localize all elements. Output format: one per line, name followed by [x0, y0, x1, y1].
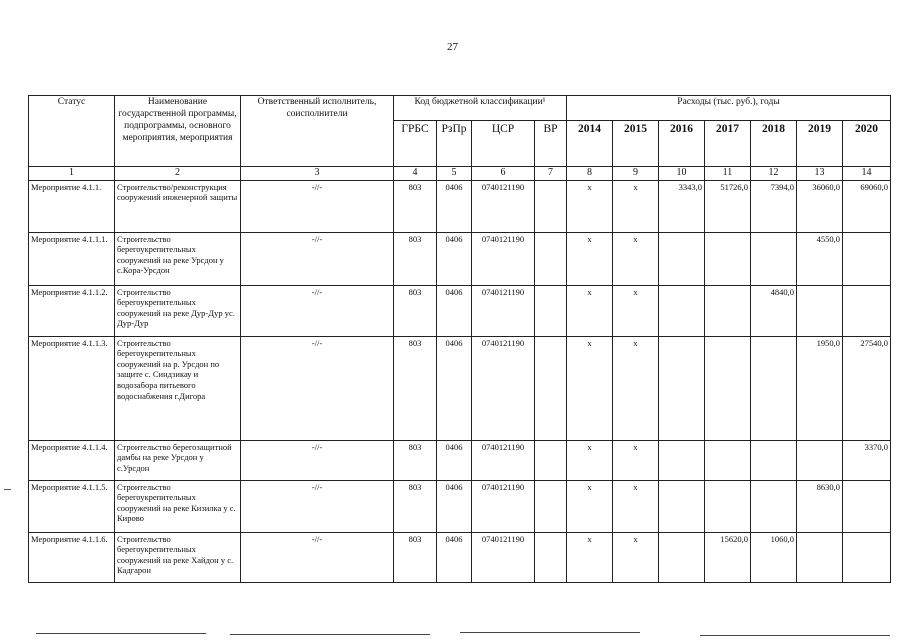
row-rzpr: 0406 — [437, 532, 472, 582]
row-executor: -//- — [241, 232, 394, 285]
row-2018: 7394,0 — [751, 180, 797, 232]
row-2018 — [751, 440, 797, 480]
column-number: 6 — [472, 167, 535, 181]
row-executor: -//- — [241, 336, 394, 440]
row-vr — [535, 336, 567, 440]
row-2020 — [843, 232, 891, 285]
row-2014: x — [567, 232, 613, 285]
row-rzpr: 0406 — [437, 232, 472, 285]
row-csr: 0740121190 — [472, 532, 535, 582]
header-code-grbs: ГРБС — [394, 121, 437, 167]
row-name: Строительство берегоукрепительных сооружений на р. Урсдон по защите с. Синдзикау и водозабора питьевого водоснабжения г.Дигора — [115, 336, 241, 440]
row-vr — [535, 232, 567, 285]
row-2019 — [797, 532, 843, 582]
row-rzpr: 0406 — [437, 285, 472, 336]
page-number: 27 — [447, 41, 458, 53]
table-row — [29, 336, 891, 440]
row-status: Мероприятие 4.1.1. — [29, 180, 115, 232]
row-2015: x — [613, 440, 659, 480]
header-code-vr: ВР — [535, 121, 567, 167]
header-code-rzpr: РзПр — [437, 121, 472, 167]
row-vr — [535, 180, 567, 232]
row-2017 — [705, 232, 751, 285]
row-2016 — [659, 285, 705, 336]
row-2015: x — [613, 285, 659, 336]
table-row — [29, 285, 891, 336]
column-number: 2 — [115, 167, 241, 181]
header-executor: Ответственный исполнитель, соисполнители — [241, 96, 394, 167]
column-number: 13 — [797, 167, 843, 181]
row-2018 — [751, 336, 797, 440]
row-2020: 69060,0 — [843, 180, 891, 232]
row-vr — [535, 480, 567, 532]
row-2019 — [797, 440, 843, 480]
row-status: Мероприятие 4.1.1.5. — [29, 480, 115, 532]
scan-line — [460, 632, 640, 633]
row-status: Мероприятие 4.1.1.1. — [29, 232, 115, 285]
row-2014: x — [567, 440, 613, 480]
row-grbs: 803 — [394, 440, 437, 480]
row-executor: -//- — [241, 532, 394, 582]
row-grbs: 803 — [394, 532, 437, 582]
header-status: Статус — [29, 96, 115, 167]
row-2020: 27540,0 — [843, 336, 891, 440]
row-name: Строительство берегоукрепительных сооружений на реке Дур-Дур ус. Дур-Дур — [115, 285, 241, 336]
row-name: Строительство берегоукрепительных сооружений на реке Кизилка у с. Кирово — [115, 480, 241, 532]
row-name: Строительство берегозащитной дамбы на реке Урсдон у с.Урсдон — [115, 440, 241, 480]
column-number: 8 — [567, 167, 613, 181]
row-status: Мероприятие 4.1.1.4. — [29, 440, 115, 480]
row-2017 — [705, 285, 751, 336]
row-2016 — [659, 336, 705, 440]
row-status: Мероприятие 4.1.1.6. — [29, 532, 115, 582]
row-name: Строительство берегоукрепительных сооружений на реке Хайдон у с. Кадгарон — [115, 532, 241, 582]
row-2014: x — [567, 480, 613, 532]
row-2017 — [705, 480, 751, 532]
column-number: 4 — [394, 167, 437, 181]
row-rzpr: 0406 — [437, 440, 472, 480]
row-vr — [535, 440, 567, 480]
row-2018 — [751, 480, 797, 532]
column-number: 10 — [659, 167, 705, 181]
row-2017 — [705, 440, 751, 480]
row-2016 — [659, 532, 705, 582]
row-rzpr: 0406 — [437, 180, 472, 232]
row-2017: 51726,0 — [705, 180, 751, 232]
scan-line — [36, 633, 206, 634]
row-2017 — [705, 336, 751, 440]
column-number: 11 — [705, 167, 751, 181]
scan-mark — [4, 489, 11, 490]
row-2016 — [659, 232, 705, 285]
column-number: 3 — [241, 167, 394, 181]
column-number: 14 — [843, 167, 891, 181]
header-year-2016: 2016 — [659, 121, 705, 167]
row-executor: -//- — [241, 480, 394, 532]
row-2016 — [659, 480, 705, 532]
row-2019: 4550,0 — [797, 232, 843, 285]
row-executor: -//- — [241, 440, 394, 480]
row-name: Строительство берегоукрепительных сооружений на реке Урсдон у с.Кора-Урсдон — [115, 232, 241, 285]
budget-table — [28, 95, 891, 583]
row-executor: -//- — [241, 285, 394, 336]
row-2020 — [843, 285, 891, 336]
row-grbs: 803 — [394, 336, 437, 440]
row-2015: x — [613, 180, 659, 232]
row-2020 — [843, 480, 891, 532]
table-row — [29, 532, 891, 582]
row-2019 — [797, 285, 843, 336]
row-vr — [535, 532, 567, 582]
row-2016: 3343,0 — [659, 180, 705, 232]
row-2019: 1950,0 — [797, 336, 843, 440]
table-row — [29, 440, 891, 480]
scan-line — [700, 635, 890, 636]
header-year-2015: 2015 — [613, 121, 659, 167]
row-csr: 0740121190 — [472, 480, 535, 532]
row-csr: 0740121190 — [472, 440, 535, 480]
header-year-2014: 2014 — [567, 121, 613, 167]
column-number: 7 — [535, 167, 567, 181]
header-year-2019: 2019 — [797, 121, 843, 167]
column-number: 1 — [29, 167, 115, 181]
row-name: Строительство/реконструкция сооружений инженерной защиты — [115, 180, 241, 232]
row-status: Мероприятие 4.1.1.3. — [29, 336, 115, 440]
header-year-2020: 2020 — [843, 121, 891, 167]
row-2017: 15620,0 — [705, 532, 751, 582]
row-vr — [535, 285, 567, 336]
row-grbs: 803 — [394, 232, 437, 285]
row-2018: 1060,0 — [751, 532, 797, 582]
row-grbs: 803 — [394, 180, 437, 232]
column-number: 5 — [437, 167, 472, 181]
row-csr: 0740121190 — [472, 232, 535, 285]
table-row — [29, 480, 891, 532]
row-rzpr: 0406 — [437, 480, 472, 532]
row-csr: 0740121190 — [472, 180, 535, 232]
row-2015: x — [613, 532, 659, 582]
row-2015: x — [613, 480, 659, 532]
header-year-2018: 2018 — [751, 121, 797, 167]
row-csr: 0740121190 — [472, 285, 535, 336]
row-2020 — [843, 532, 891, 582]
row-2019: 8630,0 — [797, 480, 843, 532]
row-csr: 0740121190 — [472, 336, 535, 440]
table-row — [29, 232, 891, 285]
row-2014: x — [567, 180, 613, 232]
row-2019: 36060,0 — [797, 180, 843, 232]
row-rzpr: 0406 — [437, 336, 472, 440]
column-number: 12 — [751, 167, 797, 181]
row-2014: x — [567, 336, 613, 440]
row-2015: x — [613, 336, 659, 440]
header-year-2017: 2017 — [705, 121, 751, 167]
row-executor: -//- — [241, 180, 394, 232]
row-status: Мероприятие 4.1.1.2. — [29, 285, 115, 336]
row-2015: x — [613, 232, 659, 285]
row-2016 — [659, 440, 705, 480]
header-expenses: Расходы (тыс. руб.), годы — [567, 96, 891, 121]
row-2020: 3370,0 — [843, 440, 891, 480]
header-budget-code: Код бюджетной классификации¹ — [394, 96, 567, 121]
table-row — [29, 180, 891, 232]
header-code-csr: ЦСР — [472, 121, 535, 167]
row-2018: 4840,0 — [751, 285, 797, 336]
row-2014: x — [567, 285, 613, 336]
header-name: Наименование государственной программы, подпрограммы, основного мероприятия, мероприятия — [115, 96, 241, 167]
column-number: 9 — [613, 167, 659, 181]
row-2014: x — [567, 532, 613, 582]
row-grbs: 803 — [394, 480, 437, 532]
scan-line — [230, 634, 430, 635]
row-grbs: 803 — [394, 285, 437, 336]
row-2018 — [751, 232, 797, 285]
